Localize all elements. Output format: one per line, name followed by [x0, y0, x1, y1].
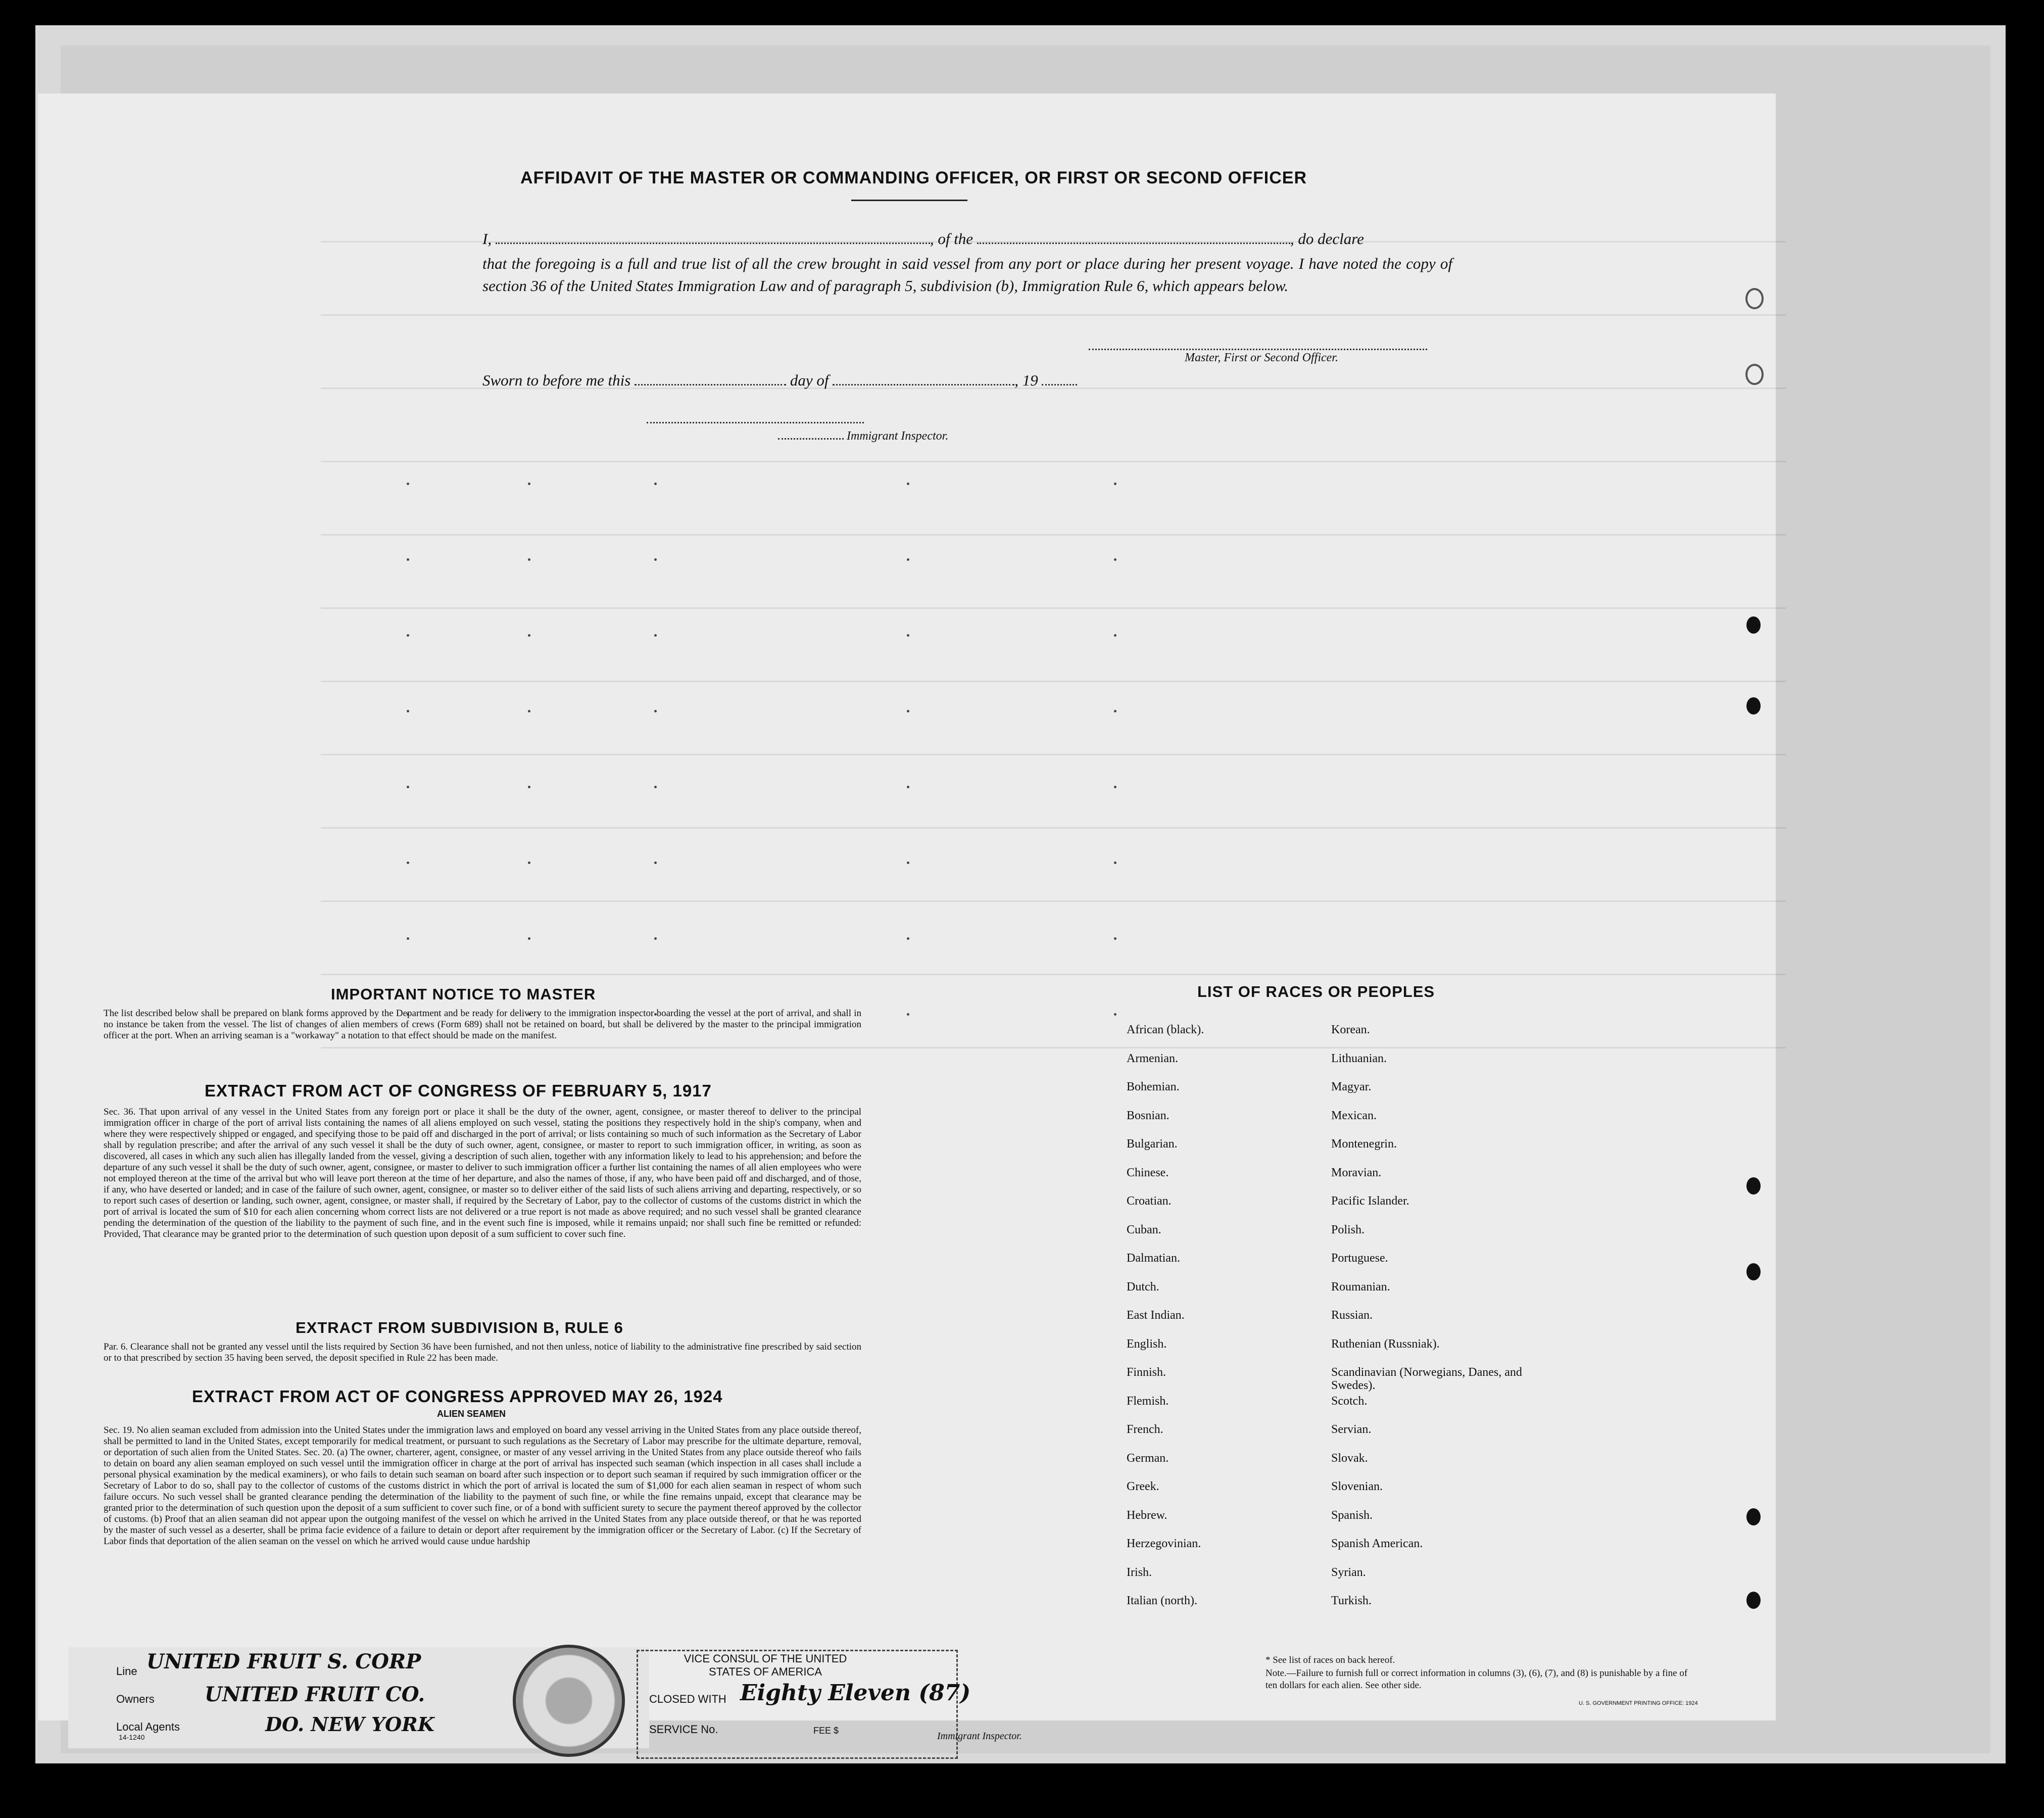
binder-hole [1746, 1508, 1761, 1525]
race-item: Bohemian. [1127, 1080, 1180, 1093]
day-of-text: day of [790, 371, 829, 389]
race-item: Roumanian. [1331, 1280, 1390, 1294]
notice-body: The list described below shall be prepared on blank forms approved by the Department and be ready for delivery to the immigration inspector boarding the vessel at the port of arrival, and shall in no instance be taken from the vessel. The list of changes of alien members of crews (Form 689) shall not be retained on board, but shall be delivered by the master to the principal immigration officer at the port. When an arriving seaman is a "workaway" a notation to that effect should be made on the manifest. [104, 1008, 861, 1041]
year-blank [1042, 384, 1077, 386]
race-item: Herzegovinian. [1127, 1537, 1201, 1550]
race-item: Spanish American. [1331, 1537, 1423, 1550]
agents-value-handwritten: DO. NEW YORK [265, 1713, 434, 1736]
binder-hole [1745, 364, 1764, 385]
race-item: Moravian. [1331, 1166, 1382, 1179]
race-item: Portuguese. [1331, 1252, 1388, 1265]
sworn-text: Sworn to before me this [482, 371, 631, 389]
extract3-body: Sec. 19. No alien seaman excluded from admission into the United States under the immigration laws and employed on board any vessel arriving in the United States from any place outside thereof, shall be permitted to land in the United States, except temporarily for medical treatment, or pursuant to such regulations as the Secretary of Labor may prescribe for the ultimate departure, removal, or deportation of such alien from the United States. Sec. 20. (a) The owner, charterer, agent, consignee, or master of any vessel arriving in the United States from any place outside thereof who fails to detain on board any alien seaman employed on such vessel until the immigration officer in charge at the port of arrival has inspected such seaman (which inspection in all cases shall include a personal physical examination by the medical examiners), or who fails to detain such seaman on board after such inspection or to deport such seaman if required by such immigration officer or the Secretary of Labor to do so, shall pay to the collector of customs of the customs district in which the port of arrival is located the sum of $1,000 for each alien seaman in respect of whom such failure occurs. No such vessel shall be granted clearance pending the determination of the liability to the payment of such fine, or while the fine remains unpaid, except that clearance may be granted prior to the determination of such question upon the deposit of a sum sufficient to cover such fine, or of a bond with sufficient surety to secure the payment thereof approved by the collector of customs. (b) Proof that an alien seaman did not appear upon the outgoing manifest of the vessel on which he arrived in the United States from any place outside thereof, or that he was reported by the master of such vessel as a deserter, shall be prima facie evidence of a failure to detain or deport after requirement by the immigration officer or the Secretary of Labor. (c) If the Secretary of Labor finds that deportation of the alien seaman on the vessel on which he arrived would cause undue hardship [104, 1425, 861, 1547]
binder-hole [1746, 1592, 1761, 1609]
race-item: Finnish. [1127, 1366, 1166, 1379]
binder-hole [1746, 616, 1761, 634]
race-item: Greek. [1127, 1480, 1159, 1493]
race-item: Montenegrin. [1331, 1137, 1397, 1151]
extract1-body: Sec. 36. That upon arrival of any vessel in the United States from any foreign port or place it shall be the duty of the owner, agent, consignee, or master thereof to deliver to the principal immigration officer in charge of the port of arrival lists containing the names of all aliens employed on such vessel, stating the positions they respectively hold in the ship's company, when and where they were respectively shipped or engaged, and specifying those to be paid off and discharged in the port of arrival; or lists containing so much of such information as the Secretary of Labor shall by regulation prescribe; and after the arrival of any such vessel it shall be the duty of such owner, agent, consignee, or master to report to such immigration officer, in writing, as soon as discovered, all cases in which any such alien has illegally landed from the vessel, giving a description of such alien, together with any information likely to lead to his apprehension; and before the departure of any such vessel it shall be the duty of such owner, agent, consignee, or master to deliver to such immigration officer a further list containing the names of all alien employees who were not employed thereon at the time of the arrival but who will leave port thereon at the time of her departure, and also the names of those, if any, who have been paid off and discharged, and of those, if any, who have deserted or landed; and in case of the failure of such owner, agent, consignee, or master so to deliver either of the said lists of such aliens arriving and departing, respectively, or so to report such cases of desertion or landing, such owner, agent, consignee, or master shall, if required by the Secretary of Labor, pay to the collector of customs of the customs district in which the port of arrival is located the sum of $10 for each alien concerning whom correct lists are not delivered or a true report is not made as above required; and no such vessel shall be granted clearance pending the determination of the question of the liability to the payment of such fine, and in the event such fine is imposed, while it remains unpaid; nor shall such fine be remitted or refunded: Provided, That clearance may be granted prior to the determination of such question upon deposit of a sum sufficient to cover such fine. [104, 1107, 861, 1239]
extract2-title: EXTRACT FROM SUBDIVISION B, RULE 6 [296, 1319, 623, 1336]
race-item: East Indian. [1127, 1309, 1185, 1322]
month-blank [833, 384, 1014, 386]
race-item: Korean. [1331, 1023, 1370, 1036]
printing-office: U. S. GOVERNMENT PRINTING OFFICE: 1924 [1579, 1700, 1698, 1706]
name-blank [496, 243, 930, 244]
race-item: Servian. [1331, 1423, 1372, 1436]
affidavit-of-the: , of the [930, 230, 974, 248]
race-item: Dalmatian. [1127, 1252, 1180, 1265]
race-item: Slovenian. [1331, 1480, 1383, 1493]
race-item: Mexican. [1331, 1109, 1377, 1122]
race-item: Magyar. [1331, 1080, 1372, 1093]
race-item: Ruthenian (Russniak). [1331, 1337, 1440, 1351]
race-item: Slovak. [1331, 1451, 1368, 1465]
year-text: , 19 [1014, 371, 1038, 389]
race-item: Russian. [1331, 1309, 1373, 1322]
race-item: Armenian. [1127, 1051, 1178, 1065]
fine-note: Note.—Failure to furnish full or correct information in columns (3), (6), (7), and (8) is punishable by a fine of ten dollars for each alien. See other side. [1266, 1668, 1688, 1691]
race-item: Scotch. [1331, 1394, 1368, 1408]
master-signature-line [1089, 349, 1427, 350]
binder-hole [1746, 697, 1761, 714]
affidavit-title: AFFIDAVIT OF THE MASTER OR COMMANDING OFFICER, OR FIRST OR SECOND OFFICER [520, 168, 1307, 187]
owners-value-handwritten: UNITED FRUIT CO. [205, 1683, 425, 1706]
affidavit-i: I, [482, 230, 492, 248]
binder-hole [1746, 1177, 1761, 1194]
owners-label: Owners [116, 1693, 155, 1705]
race-item: Pacific Islander. [1331, 1194, 1409, 1208]
affidavit-line-1 [482, 230, 1452, 248]
line-label: Line [116, 1665, 137, 1678]
bleed-through-texture [321, 240, 1786, 1048]
vessel-blank [977, 243, 1290, 244]
race-item: Scandinavian (Norwegians, Danes, and Swedes). [1331, 1366, 1522, 1392]
races-footnote: * See list of races on back hereof. [1266, 1655, 1395, 1665]
race-item: Syrian. [1331, 1565, 1366, 1579]
race-item: Bosnian. [1127, 1109, 1170, 1122]
race-item: Spanish. [1331, 1508, 1373, 1522]
race-item: Flemish. [1127, 1394, 1169, 1408]
race-item: Italian (north). [1127, 1594, 1197, 1607]
footer-inspector-label: Immigrant Inspector. [937, 1731, 1022, 1742]
race-item: Hebrew. [1127, 1508, 1167, 1522]
inspector-text: Immigrant Inspector. [847, 429, 949, 443]
local-agents-label: Local Agents [116, 1720, 180, 1733]
document-page [38, 93, 1776, 1742]
race-item: Turkish. [1331, 1594, 1372, 1607]
race-item: German. [1127, 1451, 1169, 1465]
affidavit-declare: , do declare [1290, 230, 1364, 248]
extract3-subtitle: ALIEN SEAMEN [437, 1409, 506, 1419]
race-item: African (black). [1127, 1023, 1204, 1036]
binder-hole [1745, 288, 1764, 309]
extract2-body: Par. 6. Clearance shall not be granted any vessel until the lists required by Section 36 have been furnished, and not then unless, notice of liability to the administrative fine prescribed by said section or to that prescribed by section 35 having been served, the deposit specified in Rule 22 has been made. [104, 1342, 861, 1363]
closed-with-handwritten: Eighty Eleven (87) [740, 1680, 971, 1706]
races-title: LIST OF RACES OR PEOPLES [1197, 983, 1435, 1000]
form-number: 14-1240 [119, 1733, 145, 1741]
title-rule [851, 200, 967, 201]
race-item: Polish. [1331, 1223, 1365, 1236]
consular-seal-stamp [513, 1645, 625, 1757]
master-signature-label: Master, First or Second Officer. [1185, 351, 1338, 364]
affidavit-body: that the foregoing is a full and true list of all the crew brought in said vessel from any port or place during her present voyage. I have noted the copy of section 36 of the United States Immigration Law and of paragraph 5, subdivision (b), Immigration Rule 6, which appears below. [482, 255, 1452, 295]
race-item: English. [1127, 1337, 1167, 1351]
race-item: Irish. [1127, 1565, 1152, 1579]
race-item: Croatian. [1127, 1194, 1172, 1208]
notice-title: IMPORTANT NOTICE TO MASTER [331, 985, 596, 1003]
race-item: French. [1127, 1423, 1163, 1436]
closed-with-label: CLOSED WITH [649, 1693, 726, 1705]
vice-consul-text: VICE CONSUL OF THE UNITED STATES OF AMERICA [684, 1652, 847, 1678]
inspector-label [778, 429, 948, 443]
race-item: Chinese. [1127, 1166, 1169, 1179]
race-item: Cuban. [1127, 1223, 1161, 1236]
extract1-title: EXTRACT FROM ACT OF CONGRESS OF FEBRUARY 5, 1917 [205, 1081, 712, 1100]
extract3-title: EXTRACT FROM ACT OF CONGRESS APPROVED MAY 26, 1924 [192, 1387, 723, 1406]
race-item: Dutch. [1127, 1280, 1159, 1294]
sworn-line [482, 371, 1077, 390]
race-item: Lithuanian. [1331, 1051, 1387, 1065]
race-item: Bulgarian. [1127, 1137, 1178, 1151]
fee-label: FEE $ [813, 1726, 839, 1736]
day-blank [635, 384, 786, 386]
line-value-handwritten: UNITED FRUIT S. CORP [147, 1650, 421, 1673]
service-no-label: SERVICE No. [649, 1723, 718, 1736]
binder-hole [1746, 1263, 1761, 1280]
inspector-signature-line [647, 422, 864, 423]
